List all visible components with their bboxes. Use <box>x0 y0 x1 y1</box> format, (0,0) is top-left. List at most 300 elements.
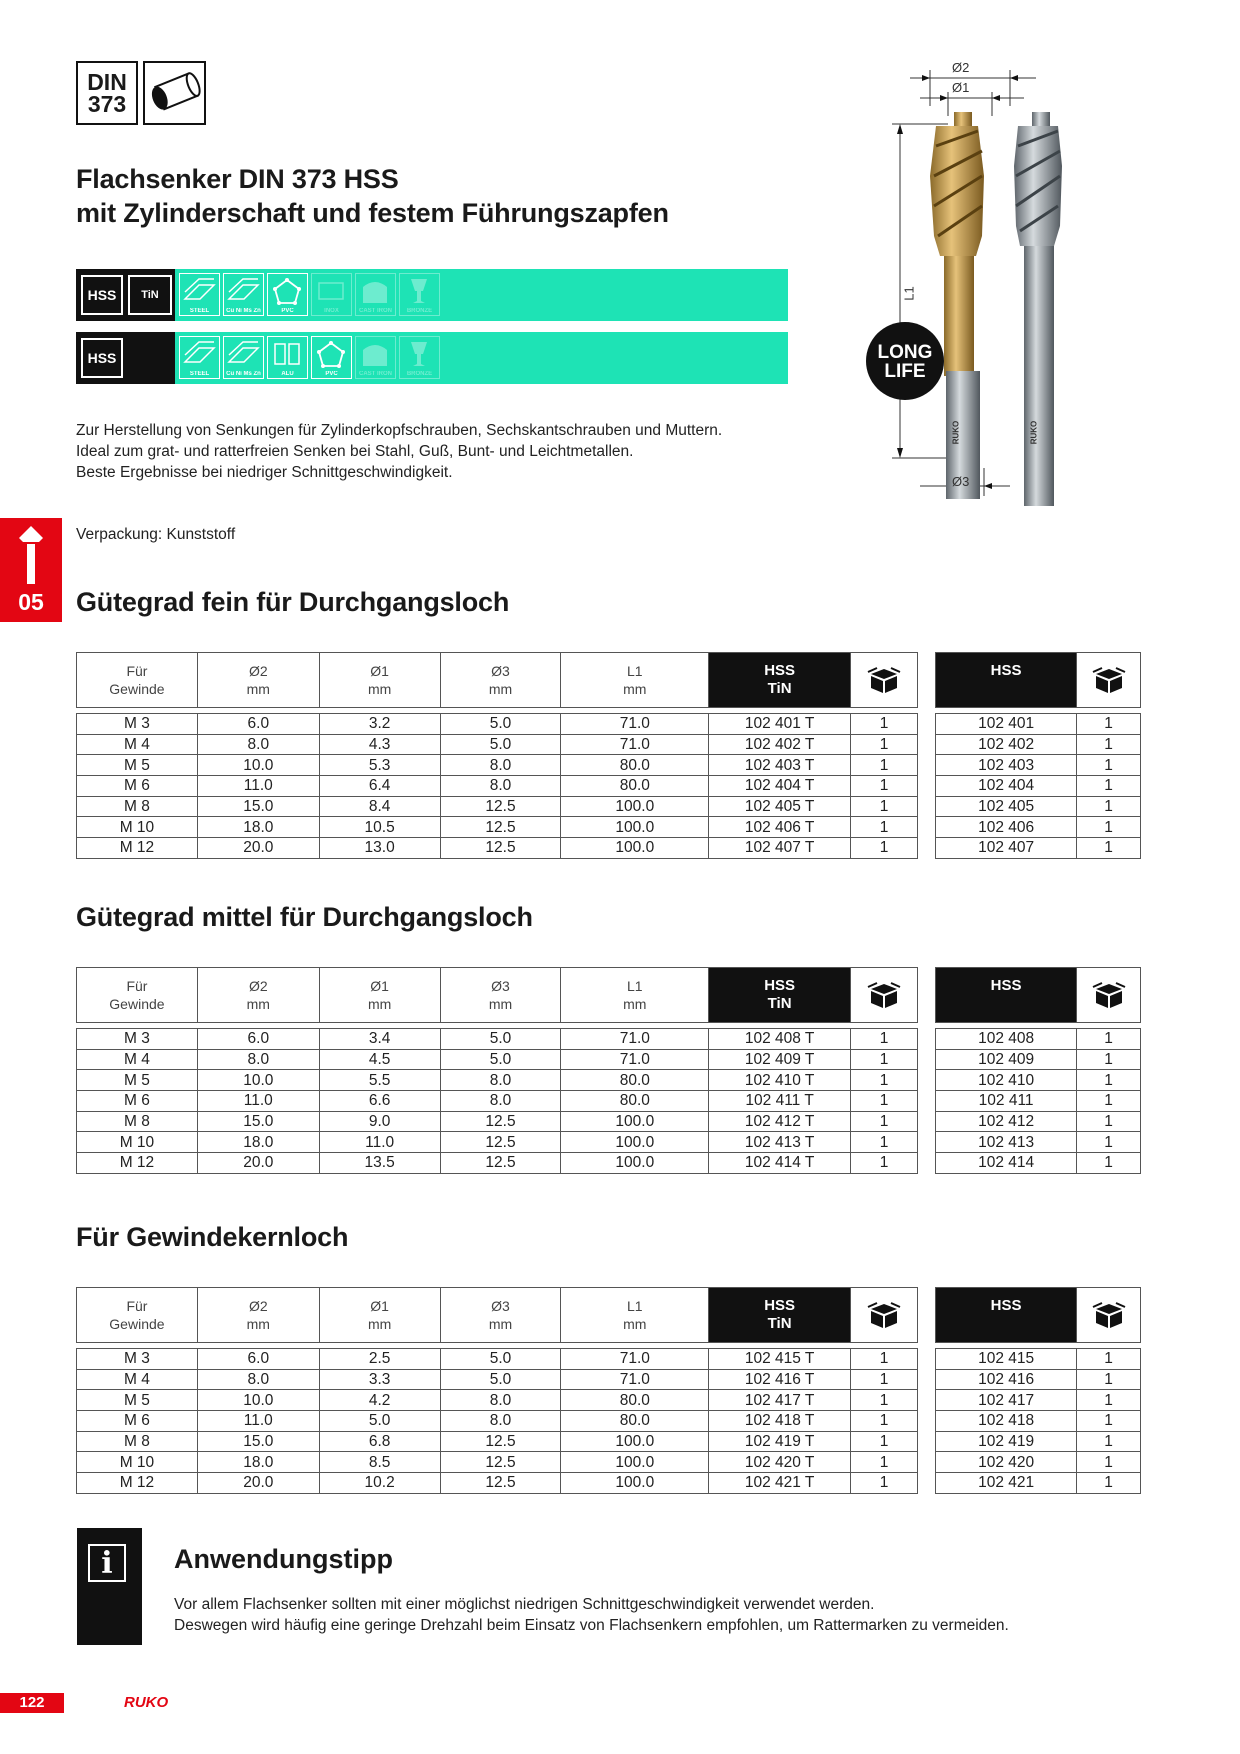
table-cell: 1 <box>851 714 918 735</box>
inox-icon <box>311 273 352 316</box>
table-cell: 100.0 <box>561 817 709 838</box>
table-cell: M 4 <box>77 1049 198 1070</box>
table-row <box>77 838 918 859</box>
table-cell: 100.0 <box>561 838 709 859</box>
material-label: CAST IRON <box>359 308 392 314</box>
table-cell: 71.0 <box>561 1049 709 1070</box>
table-cell: M 3 <box>77 1029 198 1050</box>
header-d2: Ø2 mm <box>197 653 319 708</box>
header-package <box>1077 1288 1141 1343</box>
table-cell: 11.0 <box>197 1411 319 1432</box>
table-row <box>936 1049 1141 1070</box>
table-cell: M 5 <box>77 1390 198 1411</box>
table-cell: 102 415 <box>936 1349 1077 1370</box>
table-cell: 71.0 <box>561 734 709 755</box>
table-cell: 1 <box>851 817 918 838</box>
table-cell: 102 416 T <box>709 1369 851 1390</box>
table-cell: 1 <box>1077 734 1141 755</box>
table-cell: 80.0 <box>561 1091 709 1112</box>
header-d3: Ø3 mm <box>440 968 561 1023</box>
header-thread: Für Gewinde <box>77 968 198 1023</box>
description-line: Beste Ergebnisse bei niedriger Schnittgeschwindigkeit. <box>76 464 453 481</box>
table-row <box>936 1452 1141 1473</box>
table-cell: 1 <box>851 1132 918 1153</box>
material-label: PVC <box>281 308 294 314</box>
table-cell: 80.0 <box>561 1070 709 1091</box>
table-cell: 8.0 <box>197 734 319 755</box>
table-cell: 18.0 <box>197 1132 319 1153</box>
table-cell: 12.5 <box>440 1132 561 1153</box>
table-cell: 1 <box>851 1349 918 1370</box>
table-cell: 12.5 <box>440 1473 561 1494</box>
table-cell: 1 <box>1077 1091 1141 1112</box>
header-package <box>1077 968 1141 1023</box>
material-label: BRONZE <box>406 308 433 314</box>
table-cell: 102 421 T <box>709 1473 851 1494</box>
table-cell: 4.2 <box>319 1390 440 1411</box>
table-cell: 1 <box>851 1452 918 1473</box>
description-line: Zur Herstellung von Senkungen für Zylinderkopfschrauben, Sechskantschrauben und Muttern. <box>76 422 723 439</box>
header-hss-tin: HSS TiN <box>709 968 851 1023</box>
description-line: Ideal zum grat- und ratterfreien Senken bei Stahl, Guß, Bunt- und Leichtmetallen. <box>76 443 634 460</box>
table-row <box>936 838 1141 859</box>
alu-icon <box>267 336 308 379</box>
table-cell: 102 417 T <box>709 1390 851 1411</box>
steel-icon <box>179 273 220 316</box>
table-cell: 102 413 T <box>709 1132 851 1153</box>
table-cell: 2.5 <box>319 1349 440 1370</box>
table-row <box>77 1070 918 1091</box>
non-ferrous-icon <box>223 273 264 316</box>
material-label: Cu Ni Ms Zn <box>226 308 261 314</box>
table-header <box>77 1288 918 1343</box>
table-cell: 102 402 <box>936 734 1077 755</box>
table-cell: 11.0 <box>197 1091 319 1112</box>
table-row <box>936 714 1141 735</box>
table-cell: 13.5 <box>319 1153 440 1174</box>
header-hss: HSS <box>936 653 1077 708</box>
spec-table-hss <box>935 1287 1141 1494</box>
table-cell: 5.3 <box>319 755 440 776</box>
package-icon <box>1092 666 1126 694</box>
table-cell: 1 <box>851 1029 918 1050</box>
table-cell: 102 418 T <box>709 1411 851 1432</box>
table-cell: 100.0 <box>561 1153 709 1174</box>
material-label: STEEL <box>189 308 210 314</box>
table-cell: M 10 <box>77 817 198 838</box>
hss-chip: HSS <box>81 338 123 378</box>
header-thread: Für Gewinde <box>77 1288 198 1343</box>
table-cell: 102 412 T <box>709 1111 851 1132</box>
table-cell: 15.0 <box>197 796 319 817</box>
table-cell: 71.0 <box>561 1349 709 1370</box>
table-cell: 102 401 T <box>709 714 851 735</box>
pvc-icon <box>311 336 352 379</box>
table-cell: 10.0 <box>197 755 319 776</box>
table-cell: 80.0 <box>561 1411 709 1432</box>
table-cell: 102 411 <box>936 1091 1077 1112</box>
table-header <box>936 653 1141 708</box>
table-row <box>77 1452 918 1473</box>
table-cell: 102 410 T <box>709 1070 851 1091</box>
table-cell: M 12 <box>77 1153 198 1174</box>
material-label: BRONZE <box>406 371 433 377</box>
table-row <box>936 1431 1141 1452</box>
table-row <box>936 1070 1141 1091</box>
packaging-info: Verpackung: Kunststoff <box>76 526 236 543</box>
table-cell: 10.0 <box>197 1070 319 1091</box>
table-cell: 100.0 <box>561 796 709 817</box>
table-cell: 5.0 <box>440 1369 561 1390</box>
page-title <box>76 162 669 230</box>
table-cell: 1 <box>851 1070 918 1091</box>
header-d3: Ø3 mm <box>440 1288 561 1343</box>
table-cell: 8.0 <box>440 1070 561 1091</box>
table-cell: 6.0 <box>197 1029 319 1050</box>
material-label: CAST IRON <box>359 371 392 377</box>
table-cell: 102 405 <box>936 796 1077 817</box>
table-row <box>936 1029 1141 1050</box>
table-cell: 5.5 <box>319 1070 440 1091</box>
table-row <box>77 776 918 797</box>
table-cell: 102 419 T <box>709 1431 851 1452</box>
table-row <box>77 1431 918 1452</box>
long-life-badge <box>866 322 944 400</box>
tip-line: Deswegen wird häufig eine geringe Drehzahl beim Einsatz von Flachsenkern empfohlen, um Rattermarken zu vermeiden. <box>174 1617 1009 1634</box>
dim-label-d3: Ø3 <box>952 474 970 489</box>
table-cell: M 4 <box>77 734 198 755</box>
chapter-tab <box>0 518 62 622</box>
table-row <box>77 1049 918 1070</box>
pvc-icon <box>267 273 308 316</box>
spec-table-hss-tin <box>76 1287 918 1494</box>
table-cell: 80.0 <box>561 776 709 797</box>
din-label-box <box>76 61 138 125</box>
table-header <box>936 1288 1141 1343</box>
table-cell: M 6 <box>77 1091 198 1112</box>
table-cell: 1 <box>1077 714 1141 735</box>
header-package <box>851 653 918 708</box>
table-cell: 100.0 <box>561 1111 709 1132</box>
material-bar-hss <box>76 332 788 384</box>
coating-chips <box>76 332 175 384</box>
table-cell: 6.8 <box>319 1431 440 1452</box>
section-title: Gütegrad mittel für Durchgangsloch <box>76 902 533 932</box>
table-cell: 102 404 <box>936 776 1077 797</box>
table-cell: 102 420 <box>936 1452 1077 1473</box>
table-cell: 1 <box>1077 1132 1141 1153</box>
material-label: ALU <box>281 371 294 377</box>
table-cell: M 10 <box>77 1132 198 1153</box>
table-cell: 1 <box>1077 1452 1141 1473</box>
table-cell: 80.0 <box>561 755 709 776</box>
hss-chip: HSS <box>81 275 123 315</box>
table-cell: 102 411 T <box>709 1091 851 1112</box>
table-cell: 12.5 <box>440 796 561 817</box>
table-cell: M 12 <box>77 838 198 859</box>
table-row <box>936 1369 1141 1390</box>
bronze-icon <box>399 273 440 316</box>
table-cell: 102 412 <box>936 1111 1077 1132</box>
table-cell: 4.3 <box>319 734 440 755</box>
header-l1: L1 mm <box>561 653 709 708</box>
table-cell: 1 <box>1077 1473 1141 1494</box>
table-cell: 102 421 <box>936 1473 1077 1494</box>
table-cell: 12.5 <box>440 1153 561 1174</box>
table-cell: 1 <box>851 1431 918 1452</box>
material-bar-hss-tin <box>76 269 788 321</box>
table-cell: 1 <box>851 1390 918 1411</box>
table-cell: 12.5 <box>440 1452 561 1473</box>
table-row <box>77 1473 918 1494</box>
header-d3: Ø3 mm <box>440 653 561 708</box>
table-cell: 1 <box>1077 1049 1141 1070</box>
table-cell: 102 403 <box>936 755 1077 776</box>
spec-table-hss <box>935 967 1141 1174</box>
table-cell: 100.0 <box>561 1452 709 1473</box>
table-row <box>77 1390 918 1411</box>
table-cell: 12.5 <box>440 1431 561 1452</box>
package-icon <box>1092 981 1126 1009</box>
din-label: DIN <box>87 69 127 95</box>
header-d1: Ø1 mm <box>319 1288 440 1343</box>
table-cell: M 8 <box>77 1111 198 1132</box>
table-cell: 5.0 <box>440 734 561 755</box>
table-row <box>936 1473 1141 1494</box>
tool-brand-mark: RUKO <box>951 420 961 445</box>
cylinder-shank-icon <box>143 61 206 125</box>
info-box <box>77 1528 142 1645</box>
table-row <box>77 1411 918 1432</box>
table-cell: M 4 <box>77 1369 198 1390</box>
table-cell: 1 <box>1077 796 1141 817</box>
table-cell: 11.0 <box>197 776 319 797</box>
table-cell: 100.0 <box>561 1132 709 1153</box>
table-cell: 8.0 <box>440 1091 561 1112</box>
header-l1: L1 mm <box>561 968 709 1023</box>
table-cell: 102 403 T <box>709 755 851 776</box>
package-icon <box>867 666 901 694</box>
table-cell: 10.5 <box>319 817 440 838</box>
table-row <box>77 1153 918 1174</box>
table-header <box>77 653 918 708</box>
din-373-logo <box>76 61 206 125</box>
table-cell: 5.0 <box>440 1029 561 1050</box>
table-cell: 3.3 <box>319 1369 440 1390</box>
product-image <box>860 56 1130 506</box>
header-d2: Ø2 mm <box>197 968 319 1023</box>
table-cell: 15.0 <box>197 1111 319 1132</box>
table-cell: 4.5 <box>319 1049 440 1070</box>
spec-table-hss <box>935 652 1141 859</box>
table-row <box>936 1111 1141 1132</box>
table-cell: 12.5 <box>440 1111 561 1132</box>
badge-line-1: LONG <box>877 342 933 363</box>
table-cell: 102 409 T <box>709 1049 851 1070</box>
table-cell: 8.4 <box>319 796 440 817</box>
table-row <box>77 1132 918 1153</box>
table-cell: M 3 <box>77 1349 198 1370</box>
header-hss-tin: HSS TiN <box>709 653 851 708</box>
section-title: Für Gewindekernloch <box>76 1222 349 1252</box>
table-row <box>77 796 918 817</box>
table-row <box>77 1091 918 1112</box>
info-icon: i <box>88 1544 126 1582</box>
tip-title: Anwendungstipp <box>174 1544 393 1574</box>
table-cell: 10.0 <box>197 1390 319 1411</box>
table-cell: 6.0 <box>197 1349 319 1370</box>
table-cell: 5.0 <box>319 1411 440 1432</box>
table-row <box>936 1349 1141 1370</box>
table-row <box>936 1411 1141 1432</box>
table-cell: 1 <box>851 1411 918 1432</box>
din-number: 373 <box>87 91 127 117</box>
table-cell: 71.0 <box>561 714 709 735</box>
header-thread: Für Gewinde <box>77 653 198 708</box>
table-cell: 1 <box>851 1049 918 1070</box>
table-cell: 1 <box>851 838 918 859</box>
steel-icon <box>179 336 220 379</box>
tip-text <box>174 1594 1009 1636</box>
section-title: Gütegrad fein für Durchgangsloch <box>76 587 510 617</box>
table-row <box>936 776 1141 797</box>
table-row <box>936 817 1141 838</box>
header-d1: Ø1 mm <box>319 968 440 1023</box>
table-row <box>77 1369 918 1390</box>
table-cell: 1 <box>851 1091 918 1112</box>
table-cell: 20.0 <box>197 838 319 859</box>
table-row <box>77 734 918 755</box>
table-row <box>936 734 1141 755</box>
table-cell: 1 <box>851 1111 918 1132</box>
table-cell: 1 <box>1077 1349 1141 1370</box>
header-hss: HSS <box>936 968 1077 1023</box>
table-row <box>77 1029 918 1050</box>
non-ferrous-icon <box>223 336 264 379</box>
table-cell: 102 417 <box>936 1390 1077 1411</box>
table-cell: 1 <box>851 796 918 817</box>
table-cell: M 8 <box>77 1431 198 1452</box>
table-cell: M 6 <box>77 1411 198 1432</box>
table-cell: 5.0 <box>440 1049 561 1070</box>
spec-table-hss-tin <box>76 967 918 1174</box>
table-cell: 100.0 <box>561 1431 709 1452</box>
table-cell: 10.2 <box>319 1473 440 1494</box>
table-cell: 1 <box>1077 1029 1141 1050</box>
table-cell: 1 <box>851 734 918 755</box>
table-row <box>936 755 1141 776</box>
table-cell: 102 407 T <box>709 838 851 859</box>
table-cell: 1 <box>1077 755 1141 776</box>
header-hss: HSS <box>936 1288 1077 1343</box>
table-cell: 1 <box>1077 1390 1141 1411</box>
bronze-icon <box>399 336 440 379</box>
table-cell: 1 <box>1077 1153 1141 1174</box>
table-cell: 11.0 <box>319 1132 440 1153</box>
material-label: PVC <box>325 371 338 377</box>
tip-line: Vor allem Flachsenker sollten mit einer möglichst niedrigen Schnittgeschwindigkeit verwendet werden. <box>174 1596 875 1613</box>
coating-chips <box>76 269 175 321</box>
material-icons <box>179 336 440 379</box>
table-cell: 1 <box>851 755 918 776</box>
table-cell: 100.0 <box>561 1473 709 1494</box>
table-cell: M 6 <box>77 776 198 797</box>
table-cell: 6.4 <box>319 776 440 797</box>
table-cell: 8.0 <box>440 1411 561 1432</box>
table-cell: 1 <box>1077 1111 1141 1132</box>
table-cell: 9.0 <box>319 1111 440 1132</box>
table-cell: 1 <box>1077 1431 1141 1452</box>
table-cell: 102 408 T <box>709 1029 851 1050</box>
material-label: STEEL <box>189 371 210 377</box>
table-cell: 1 <box>1077 1070 1141 1091</box>
table-cell: M 5 <box>77 755 198 776</box>
table-row <box>936 1091 1141 1112</box>
table-cell: 1 <box>851 1473 918 1494</box>
table-cell: 20.0 <box>197 1473 319 1494</box>
table-cell: 3.4 <box>319 1029 440 1050</box>
header-package <box>851 1288 918 1343</box>
table-cell: 1 <box>851 1369 918 1390</box>
table-row <box>77 1349 918 1370</box>
header-package <box>851 968 918 1023</box>
table-cell: 80.0 <box>561 1390 709 1411</box>
cast-iron-icon <box>355 336 396 379</box>
table-cell: 20.0 <box>197 1153 319 1174</box>
countersink-icon <box>0 518 62 590</box>
table-cell: 5.0 <box>440 714 561 735</box>
table-cell: 8.0 <box>440 776 561 797</box>
dim-label-d1: Ø1 <box>952 80 970 95</box>
table-cell: 8.0 <box>197 1369 319 1390</box>
table-cell: 8.0 <box>440 1390 561 1411</box>
table-cell: 102 408 <box>936 1029 1077 1050</box>
title-line-1: Flachsenker DIN 373 HSS <box>76 164 399 194</box>
table-row <box>77 714 918 735</box>
page-number: 122 <box>0 1693 64 1713</box>
brand-logo: RUKO <box>124 1694 169 1711</box>
table-row <box>936 1153 1141 1174</box>
table-cell: 5.0 <box>440 1349 561 1370</box>
chapter-number: 05 <box>18 589 44 615</box>
spec-table-hss-tin <box>76 652 918 859</box>
table-cell: 102 413 <box>936 1132 1077 1153</box>
package-icon <box>867 981 901 1009</box>
table-cell: 8.0 <box>197 1049 319 1070</box>
package-icon <box>1092 1301 1126 1329</box>
table-cell: 1 <box>1077 776 1141 797</box>
tool-brand-mark: RUKO <box>1029 420 1039 445</box>
table-cell: 102 420 T <box>709 1452 851 1473</box>
table-cell: 13.0 <box>319 838 440 859</box>
badge-line-2: LIFE <box>884 361 926 382</box>
table-row <box>936 1132 1141 1153</box>
table-cell: 1 <box>851 1153 918 1174</box>
table-cell: 6.6 <box>319 1091 440 1112</box>
table-cell: 12.5 <box>440 838 561 859</box>
table-cell: M 3 <box>77 714 198 735</box>
table-row <box>936 1390 1141 1411</box>
table-cell: 18.0 <box>197 817 319 838</box>
material-label: Cu Ni Ms Zn <box>226 371 261 377</box>
table-cell: 3.2 <box>319 714 440 735</box>
tin-chip: TiN <box>128 275 172 315</box>
table-cell: 102 406 <box>936 817 1077 838</box>
table-row <box>77 755 918 776</box>
header-hss-tin: HSS TiN <box>709 1288 851 1343</box>
table-cell: 8.5 <box>319 1452 440 1473</box>
table-header <box>936 968 1141 1023</box>
